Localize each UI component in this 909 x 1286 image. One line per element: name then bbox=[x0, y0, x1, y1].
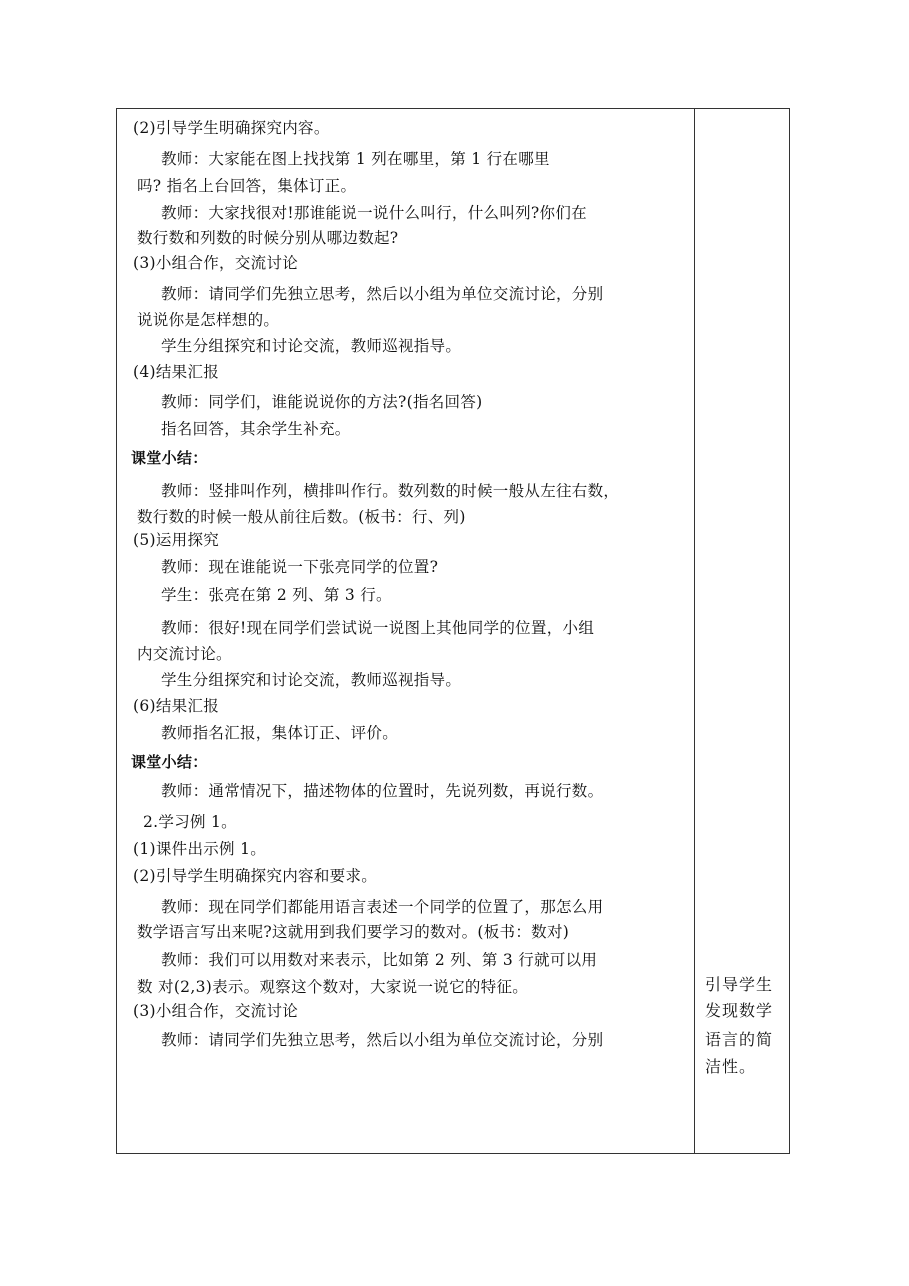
text-line: 教师：请同学们先独立思考，然后以小组为单位交流讨论，分别 bbox=[161, 1031, 604, 1049]
text-line: 指名回答，其余学生补充。 bbox=[161, 420, 351, 438]
text-line: 教师：通常情况下，描述物体的位置时，先说列数，再说行数。 bbox=[161, 782, 604, 800]
side-note-line: 发现数学 bbox=[705, 1001, 774, 1020]
side-note-line: 语言的简 bbox=[705, 1030, 774, 1049]
side-note-line: 引导学生 bbox=[705, 975, 774, 994]
text-line: 学生：张亮在第 2 列、第 3 行。 bbox=[161, 586, 392, 604]
text-line: 数行数和列数的时候分别从哪边数起? bbox=[137, 229, 399, 247]
text-line: (3)小组合作，交流讨论 bbox=[133, 254, 299, 272]
design-intent-cell bbox=[695, 109, 791, 1153]
text-line: 2.学习例 1。 bbox=[143, 813, 237, 831]
text-line: 教师：同学们，谁能说说你的方法?(指名回答) bbox=[161, 393, 483, 411]
text-line: 教师：现在同学们都能用语言表述一个同学的位置了，那怎么用 bbox=[161, 898, 604, 916]
text-line: 学生分组探究和讨论交流，教师巡视指导。 bbox=[161, 337, 462, 355]
text-line: 数行数的时候一般从前往后数。(板书：行、列) bbox=[137, 508, 466, 526]
text-line: 教师：竖排叫作列，横排叫作行。数列数的时候一般从左往右数， bbox=[161, 482, 620, 500]
text-line: 内交流讨论。 bbox=[137, 645, 232, 663]
text-line: 数学语言写出来呢?这就用到我们要学习的数对。(板书：数对) bbox=[137, 923, 570, 941]
text-line: 教师指名汇报，集体订正、评价。 bbox=[161, 724, 399, 742]
text-line: 教师：请同学们先独立思考，然后以小组为单位交流讨论，分别 bbox=[161, 285, 604, 303]
text-line: (3)小组合作，交流讨论 bbox=[133, 1002, 299, 1020]
section-heading: 课堂小结： bbox=[131, 753, 208, 771]
lesson-table bbox=[116, 108, 790, 1154]
text-line: (6)结果汇报 bbox=[133, 697, 220, 715]
text-line: 学生分组探究和讨论交流，教师巡视指导。 bbox=[161, 671, 462, 689]
side-note-line: 洁性。 bbox=[705, 1057, 757, 1076]
text-line: (2)引导学生明确探究内容和要求。 bbox=[133, 867, 378, 885]
text-line: 数 对(2,3)表示。观察这个数对，大家说一说它的特征。 bbox=[137, 978, 529, 996]
text-line: (2)引导学生明确探究内容。 bbox=[133, 119, 330, 137]
text-line: (5)运用探究 bbox=[133, 531, 220, 549]
section-heading: 课堂小结： bbox=[131, 449, 208, 467]
text-line: 教师：很好!现在同学们尝试说一说图上其他同学的位置，小组 bbox=[161, 619, 595, 637]
process-cell bbox=[117, 109, 694, 1153]
text-line: (4)结果汇报 bbox=[133, 363, 220, 381]
text-line: 吗? 指名上台回答，集体订正。 bbox=[137, 177, 357, 195]
text-line: 教师：大家找很对!那谁能说一说什么叫行，什么叫列?你们在 bbox=[161, 204, 587, 222]
text-line: 教师：现在谁能说一下张亮同学的位置? bbox=[161, 558, 439, 576]
text-line: 教师：大家能在图上找找第 1 列在哪里，第 1 行在哪里 bbox=[161, 150, 550, 168]
text-line: (1)课件出示例 1。 bbox=[133, 840, 267, 858]
text-line: 说说你是怎样想的。 bbox=[137, 311, 280, 329]
text-line: 教师：我们可以用数对来表示，比如第 2 列、第 3 行就可以用 bbox=[161, 951, 598, 969]
